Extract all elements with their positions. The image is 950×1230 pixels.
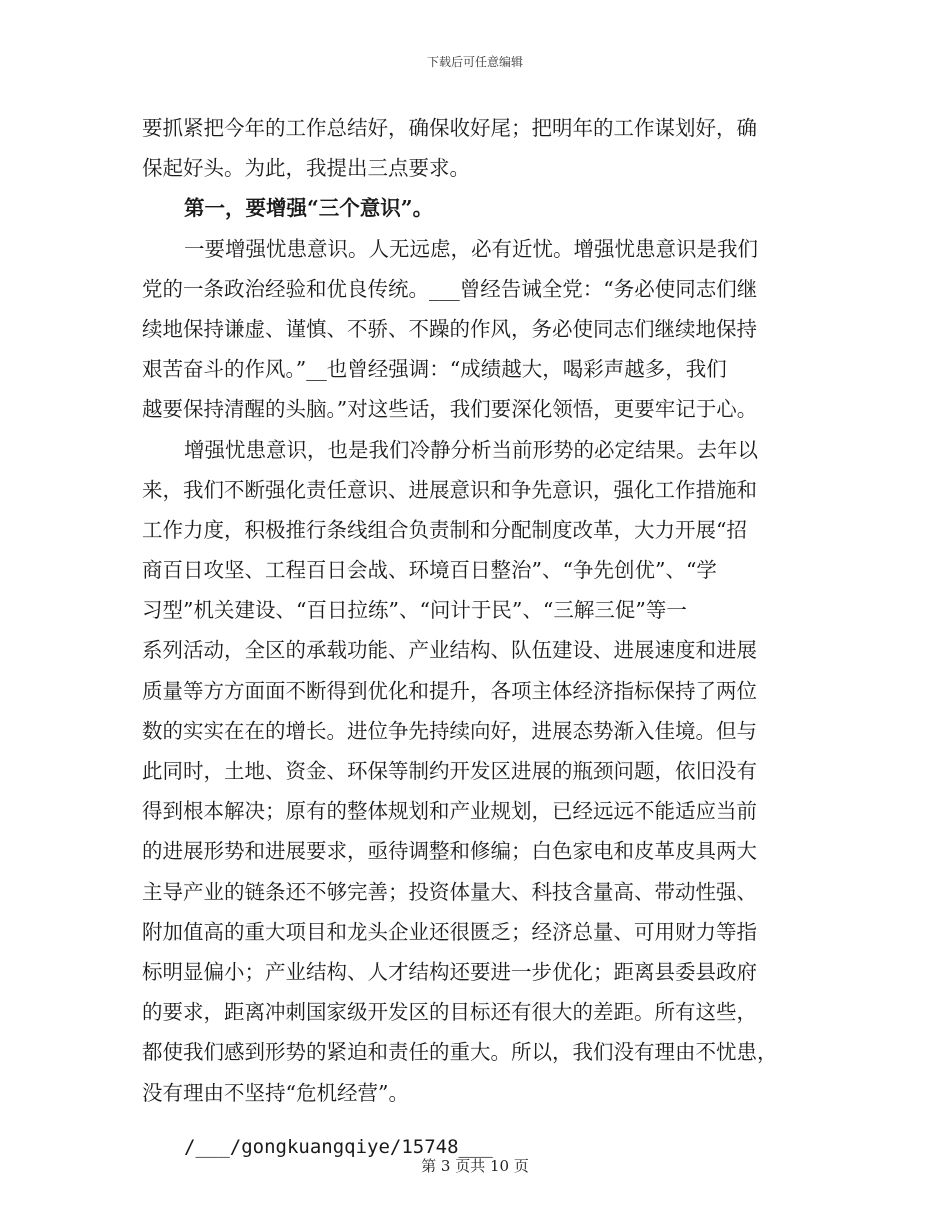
paragraph-line: 艰苦奋斗的作风。”__也曾经强调：“成绩越大，喝彩声越多，我们 [142,357,727,382]
paragraph-line: 质量等方方面面不断得到优化和提升，各项主体经济指标保持了两位 [142,678,757,703]
paragraph-line: 得到根本解决；原有的整体规划和产业规划，已经远远不能适应当前 [142,799,757,824]
paragraph-line: 工作力度，积极推行条线组合负责制和分配制度改革，大力开展“招 [142,517,747,542]
paragraph-line: 习型”机关建设、“百日拉练”、“问计于民”、“三解三促”等一 [142,598,687,623]
paragraph-line: 越要保持清醒的头脑。”对这些话，我们要深化领悟，更要牢记于心。 [142,397,758,422]
document-body [142,108,808,1167]
paragraph-line: 的进展形势和进展要求，亟待调整和修编；白色家电和皮革皮具两大 [142,839,757,864]
paragraph-line: 附加值高的重大项目和龙头企业还很匮乏；经济总量、可用财力等指 [142,919,757,944]
section-heading: 第一，要增强“三个意识”。 [184,196,434,221]
paragraph-line: 商百日攻坚、工程百日会战、环境百日整治”、“争先创优”、“学 [142,558,717,583]
paragraph-line: 一要增强忧患意识。人无远虑，必有近忧。增强忧患意识是我们 [184,236,758,261]
paragraph-line: 来，我们不断强化责任意识、进展意识和争先意识，强化工作措施和 [142,477,757,502]
paragraph-line: 的要求，距离冲刺国家级开发区的目标还有很大的差距。所有这些， [142,1000,757,1025]
paragraph-line: 标明显偏小；产业结构、人才结构还要进一步优化；距离县委县政府 [142,959,757,984]
paragraph-line: 系列活动，全区的承载功能、产业结构、队伍建设、进展速度和进展 [142,638,757,663]
paragraph-line: 续地保持谦虚、谨慎、不骄、不躁的作风，务必使同志们继续地保持 [142,316,757,341]
paragraph-line: 数的实实在在的增长。进位争先持续向好，进展态势渐入佳境。但与 [142,718,757,743]
page-number: 第 3 页共 10 页 [421,1157,529,1175]
source-url: /___/gongkuangqiye/15748___ [184,1135,493,1158]
paragraph-line: 保起好头。为此，我提出三点要求。 [142,156,470,181]
paragraph-line: 要抓紧把今年的工作总结好，确保收好尾；把明年的工作谋划好，确 [142,116,757,140]
paragraph-line: 主导产业的链条还不够完善；投资体量大、科技含量高、带动性强、 [142,879,757,904]
paragraph-line: 没有理由不坚持“危机经营”。 [142,1080,409,1105]
paragraph-line: 都使我们感到形势的紧迫和责任的重大。所以，我们没有理由不忧患， [142,1040,778,1065]
paragraph-line: 党的一条政治经验和优良传统。___曾经告诫全党：“务必使同志们继 [142,276,758,301]
page-header-note: 下载后可任意编辑 [426,55,523,69]
paragraph-line: 此同时，土地、资金、环保等制约开发区进展的瓶颈问题，依旧没有 [142,759,757,783]
paragraph-line: 增强忧患意识，也是我们冷静分析当前形势的必定结果。去年以 [184,437,758,462]
